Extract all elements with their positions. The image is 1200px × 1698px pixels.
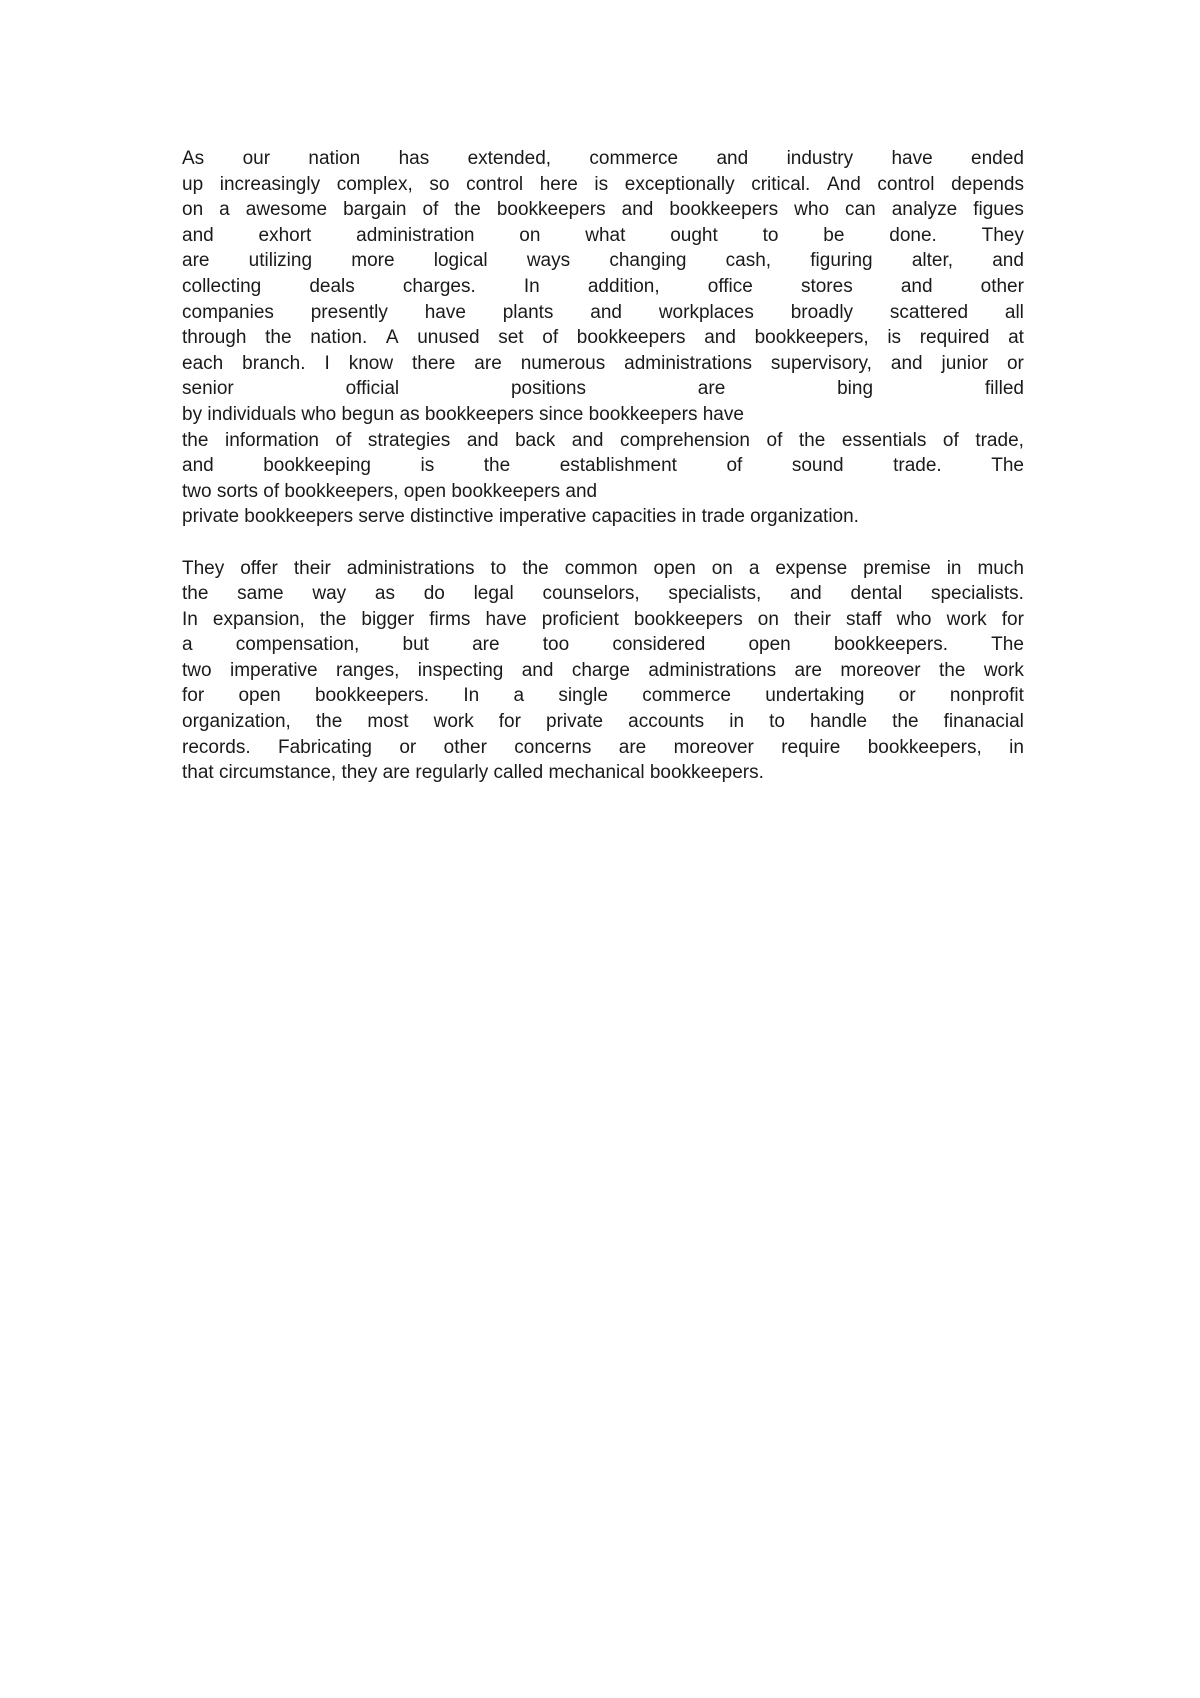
text-line — [182, 607, 1024, 633]
word: filled — [984, 378, 1024, 400]
word: know — [348, 352, 394, 374]
text-line — [182, 632, 1024, 658]
text-line: by individuals who begun as bookkeepers since bookkeepers have — [182, 403, 744, 425]
word: to — [769, 711, 785, 733]
word: work — [433, 711, 474, 733]
word: trade. — [893, 455, 942, 477]
word: is — [420, 455, 435, 477]
word: be — [823, 224, 845, 246]
word: bookkeepers — [669, 199, 779, 221]
word: but — [402, 634, 429, 656]
word: nation. — [310, 327, 368, 349]
word: moreover — [840, 659, 921, 681]
word: ranges, — [336, 659, 400, 681]
word: office — [707, 275, 753, 297]
word: ought — [670, 224, 718, 246]
word: handle — [810, 711, 868, 733]
word: increasingly — [219, 173, 321, 195]
word: stores — [800, 275, 853, 297]
word: is — [594, 173, 609, 195]
word: the — [939, 659, 966, 681]
word: open — [653, 557, 696, 579]
word: who — [896, 608, 932, 630]
word: what — [585, 224, 626, 246]
word: inspecting — [417, 659, 504, 681]
body-text — [182, 146, 1024, 786]
word: the — [522, 557, 549, 579]
word: deals — [309, 275, 355, 297]
word: here — [539, 173, 578, 195]
word: specialists, — [668, 583, 762, 605]
word: critical. — [751, 173, 811, 195]
word: two — [182, 659, 212, 681]
word: They — [182, 557, 225, 579]
word: dental — [850, 583, 903, 605]
word: branch. — [242, 352, 306, 374]
text-line — [182, 300, 1024, 326]
word: And — [826, 173, 861, 195]
word: the — [182, 583, 209, 605]
word: control — [466, 173, 524, 195]
word: for — [498, 711, 521, 733]
word: exhort — [258, 224, 312, 246]
word: In — [182, 608, 198, 630]
word: on — [711, 557, 733, 579]
word: common — [564, 557, 638, 579]
word: done. — [889, 224, 937, 246]
word: a — [182, 634, 193, 656]
word: bargain — [343, 199, 407, 221]
word: plants — [502, 301, 554, 323]
word: are — [472, 634, 500, 656]
word: are — [697, 378, 726, 400]
word: establishment — [559, 455, 677, 477]
word: nonprofit — [949, 685, 1024, 707]
text-line: that circumstance, they are regularly called mechanical bookkeepers. — [182, 762, 764, 784]
word: staff — [846, 608, 882, 630]
word: commerce — [642, 685, 731, 707]
word: administrations — [624, 352, 752, 374]
word: senior — [182, 378, 234, 400]
word: a — [513, 685, 525, 707]
word: collecting — [182, 275, 262, 297]
word: through — [182, 327, 247, 349]
word: back — [515, 429, 556, 451]
word: the — [182, 429, 209, 451]
text-line — [182, 146, 1024, 172]
word: utilizing — [248, 250, 313, 272]
word: bookkeepers, — [867, 736, 982, 758]
word: work — [983, 659, 1024, 681]
word: way — [312, 583, 347, 605]
word: companies — [182, 301, 274, 323]
word: figuring — [810, 250, 873, 272]
word: bigger — [361, 608, 415, 630]
word: expense — [775, 557, 848, 579]
word: their — [293, 557, 331, 579]
word: single — [558, 685, 608, 707]
word: control — [877, 173, 935, 195]
word: presently — [310, 301, 388, 323]
word: unused — [417, 327, 480, 349]
word: sound — [791, 455, 844, 477]
text-line — [182, 376, 1024, 402]
word: or — [898, 685, 916, 707]
word: imperative — [229, 659, 318, 681]
word: and — [590, 301, 622, 323]
word: I — [324, 352, 330, 374]
word: a — [748, 557, 760, 579]
word: open — [748, 634, 791, 656]
word: on — [182, 199, 204, 221]
word: administrations — [648, 659, 777, 681]
word: considered — [612, 634, 706, 656]
word: finanacial — [943, 711, 1024, 733]
word: of — [726, 455, 743, 477]
word: and — [704, 327, 736, 349]
word: undertaking — [765, 685, 865, 707]
word: A — [385, 327, 399, 349]
text-line: private bookkeepers serve distinctive imperative capacities in trade organization. — [182, 506, 859, 528]
word: of — [942, 429, 959, 451]
word: junior — [941, 352, 989, 374]
word: accounts — [628, 711, 705, 733]
word: same — [237, 583, 284, 605]
word: broadly — [790, 301, 854, 323]
word: extended, — [467, 148, 552, 169]
text-line — [182, 172, 1024, 198]
word: administrations — [346, 557, 475, 579]
text-line — [182, 274, 1024, 300]
paragraph-1 — [182, 146, 1024, 530]
word: the — [892, 711, 919, 733]
word: of — [422, 199, 439, 221]
word: comprehension — [620, 429, 750, 451]
word: scattered — [889, 301, 969, 323]
text-line — [182, 658, 1024, 684]
word: have — [424, 301, 466, 323]
word: bookkeepers — [576, 327, 686, 349]
word: industry — [786, 148, 854, 169]
word: and — [621, 199, 654, 221]
word: private — [546, 711, 604, 733]
text-line: two sorts of bookkeepers, open bookkeepers and — [182, 480, 598, 502]
word: and — [182, 224, 214, 246]
word: numerous — [520, 352, 606, 374]
word: on — [519, 224, 541, 246]
word: our — [242, 148, 271, 169]
word: work — [946, 608, 987, 630]
word: are — [794, 659, 822, 681]
word: the — [315, 711, 343, 733]
word: most — [367, 711, 409, 733]
word: of — [335, 429, 352, 451]
word: their — [793, 608, 831, 630]
word: and — [890, 352, 923, 374]
text-line — [182, 428, 1024, 454]
word: ended — [971, 148, 1024, 169]
paragraph-2 — [182, 556, 1024, 786]
word: the — [265, 327, 292, 349]
text-line — [182, 453, 1024, 479]
word: are — [182, 250, 210, 272]
word: there — [412, 352, 456, 374]
word: up — [182, 173, 204, 195]
word: are — [618, 736, 647, 758]
word: and — [992, 250, 1024, 272]
word: charge — [571, 659, 630, 681]
word: strategies — [367, 429, 451, 451]
word: supervisory, — [770, 352, 872, 374]
word: moreover — [673, 736, 754, 758]
word: and — [900, 275, 933, 297]
word: and — [571, 429, 604, 451]
word: compensation, — [235, 634, 360, 656]
word: and — [790, 583, 822, 605]
word: The — [991, 455, 1024, 477]
word: who — [794, 199, 830, 221]
word: to — [762, 224, 779, 246]
word: workplaces — [658, 301, 754, 323]
text-line — [182, 197, 1024, 223]
word: concerns — [514, 736, 592, 758]
word: As — [182, 148, 205, 169]
word: too — [542, 634, 570, 656]
word: In — [523, 275, 540, 297]
word: open — [238, 685, 281, 707]
word: Fabricating — [278, 736, 372, 758]
word: other — [980, 275, 1024, 297]
word: essentials — [841, 429, 927, 451]
word: offer — [240, 557, 278, 579]
word: the — [798, 429, 826, 451]
word: of — [542, 327, 559, 349]
word: cash, — [725, 250, 772, 272]
text-line — [182, 325, 1024, 351]
word: have — [891, 148, 933, 169]
word: trade, — [975, 429, 1024, 451]
word: depends — [951, 173, 1024, 195]
word: so — [429, 173, 450, 195]
word: at — [1008, 327, 1024, 349]
word: require — [781, 736, 841, 758]
word: commerce — [589, 148, 679, 169]
word: are — [474, 352, 502, 374]
word: premise — [863, 557, 931, 579]
word: much — [977, 557, 1024, 579]
word: figues — [973, 199, 1024, 221]
word: counselors, — [542, 583, 640, 605]
word: and — [466, 429, 499, 451]
word: complex, — [336, 173, 413, 195]
word: all — [1004, 301, 1024, 323]
word: bookkeepers — [496, 199, 606, 221]
word: nation — [308, 148, 361, 169]
word: can — [845, 199, 876, 221]
word: of — [766, 429, 783, 451]
word: in — [946, 557, 962, 579]
word: a — [219, 199, 230, 221]
word: and — [716, 148, 749, 169]
word: the — [483, 455, 511, 477]
word: expansion, — [212, 608, 305, 630]
word: have — [485, 608, 527, 630]
word: changing — [609, 250, 687, 272]
word: awesome — [245, 199, 328, 221]
word: and — [182, 455, 214, 477]
word: the — [319, 608, 347, 630]
word: has — [398, 148, 430, 169]
word: or — [399, 736, 417, 758]
text-line — [182, 351, 1024, 377]
word: organization, — [182, 711, 291, 733]
word: bookkeepers, — [754, 327, 869, 349]
word: administration — [356, 224, 475, 246]
word: records. — [182, 736, 251, 758]
word: proficient — [541, 608, 619, 630]
word: the — [454, 199, 481, 221]
word: required — [919, 327, 990, 349]
word: analyze — [891, 199, 958, 221]
text-line — [182, 709, 1024, 735]
word: is — [887, 327, 902, 349]
word: each — [182, 352, 224, 374]
word: on — [757, 608, 779, 630]
word: to — [490, 557, 507, 579]
word: in — [729, 711, 745, 733]
word: bing — [837, 378, 874, 400]
word: specialists. — [930, 583, 1024, 605]
word: set — [498, 327, 524, 349]
word: and — [521, 659, 554, 681]
text-line — [182, 581, 1024, 607]
word: information — [224, 429, 319, 451]
word: bookkeepers. — [315, 685, 430, 707]
word: legal — [473, 583, 514, 605]
word: bookkeeping — [263, 455, 371, 477]
word: logical — [433, 250, 488, 272]
text-line — [182, 556, 1024, 582]
word: in — [1009, 736, 1024, 758]
word: alter, — [911, 250, 954, 272]
word: official — [345, 378, 400, 400]
word: for — [182, 685, 205, 707]
word: positions — [510, 378, 586, 400]
word: exceptionally — [624, 173, 735, 195]
word: other — [443, 736, 487, 758]
word: or — [1006, 352, 1024, 374]
word: for — [1001, 608, 1024, 630]
text-line — [182, 735, 1024, 761]
word: do — [423, 583, 445, 605]
text-line — [182, 248, 1024, 274]
word: addition, — [587, 275, 660, 297]
word: ways — [526, 250, 571, 272]
text-line — [182, 223, 1024, 249]
word: more — [351, 250, 395, 272]
word: bookkeepers. — [833, 634, 948, 656]
word: bookkeepers — [633, 608, 743, 630]
word: firms — [429, 608, 471, 630]
word: as — [374, 583, 395, 605]
text-line — [182, 683, 1024, 709]
word: charges. — [402, 275, 476, 297]
word: The — [991, 634, 1024, 656]
word: In — [463, 685, 480, 707]
word: They — [981, 224, 1024, 246]
